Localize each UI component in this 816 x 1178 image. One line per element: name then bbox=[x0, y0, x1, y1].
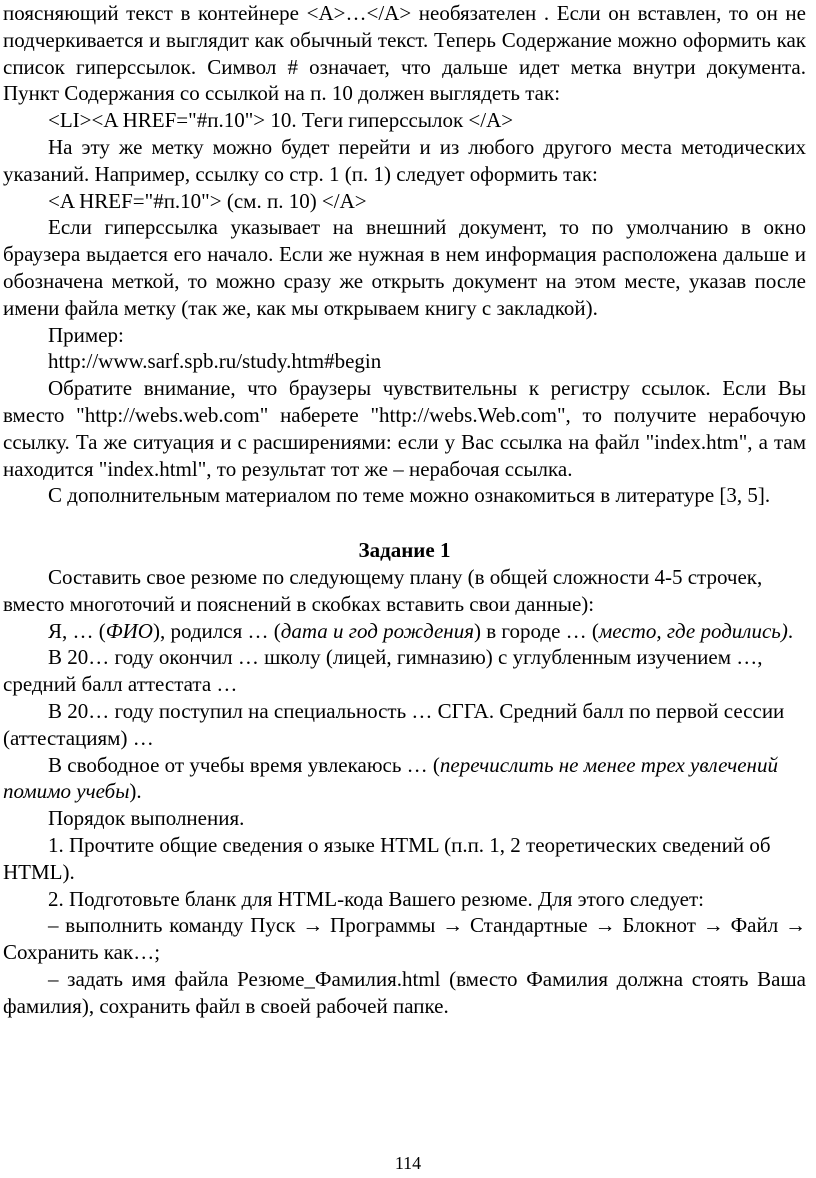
paragraph-literature: С дополнительным материалом по теме можно ознакомиться в литературе [3, 5]. bbox=[48, 483, 771, 508]
paragraph-same-anchor: На эту же метку можно будет перейти и из любого другого места методических указаний. Например, ссылку со стр. 1 (п. 1) следует оформить так: bbox=[3, 134, 806, 186]
example-label: Пример: bbox=[48, 322, 124, 347]
task-heading: Задание 1 bbox=[358, 538, 451, 563]
paragraph-anchor-text: поясняющий текст в контейнере <A>…</A> необязателен . Если он вставлен, то он не подчеркивается и выглядит как обычный текст. Теперь Содержание можно оформить как список гиперссылок. Символ # означает, что дальше идет метка внутри документа. Пункт Содержания со ссылкой на п. 10 должен выглядеть так: bbox=[3, 1, 806, 106]
resume-line-2: В 20… году окончил … школу (лицей, гимназию) с углубленным изучением …, средний балл аттестата … bbox=[3, 645, 763, 697]
resume-line-3: В 20… году поступил на специальность … СГГА. Средний балл по первой сессии (аттестациям) … bbox=[3, 698, 785, 750]
paragraph-case-sensitivity: Обратите внимание, что браузеры чувствительны к регистру ссылок. Если Вы вместо "http://webs.web.com" наберете "http://webs.Web.com", то получите нерабочую ссылку. Та же ситуация и с расширениями: если у Вас ссылка на файл "index.htm", а там находится "index.html", то результат тот же – нерабочая ссылка. bbox=[3, 376, 806, 481]
step-2: 2. Подготовьте бланк для HTML-кода Вашего резюме. Для этого следует: bbox=[48, 886, 705, 911]
page-number: 114 bbox=[394, 1153, 422, 1173]
step-2b: – задать имя файла Резюме_Фамилия.html (вместо Фамилия должна стоять Ваша фамилия), сохранить файл в своей рабочей папке. bbox=[3, 966, 806, 1018]
step-2a: – выполнить команду Пуск → Программы → Стандартные → Блокнот → Файл → Сохранить как…; bbox=[3, 913, 806, 965]
step-1: 1. Прочтите общие сведения о языке HTML (п.п. 1, 2 теоретических сведений об HTML). bbox=[3, 832, 771, 884]
code-example-link: <A HREF="#п.10"> (см. п. 10) </A> bbox=[48, 188, 367, 213]
task-intro: Составить свое резюме по следующему плану (в общей сложности 4-5 строчек, вместо многоточий и пояснений в скобках вставить свои данные): bbox=[3, 564, 763, 616]
paragraph-external-doc: Если гиперссылка указывает на внешний документ, то по умолчанию в окно браузера выдается его начало. Если же нужная в нем информация расположена дальше и обозначена меткой, то можно сразу же открыть документ на этом месте, указав после имени файла метку (так же, как мы открываем книгу с закладкой). bbox=[3, 215, 806, 320]
resume-line-4: В свободное от учебы время увлекаюсь … (перечислить не менее трех увлечений помимо учебы). bbox=[3, 752, 778, 804]
resume-line-1: Я, … (ФИО), родился … (дата и год рождения) в городе … (место, где родились). bbox=[48, 618, 794, 643]
example-url: http://www.sarf.spb.ru/study.htm#begin bbox=[48, 349, 382, 374]
code-example-li: <LI><A HREF="#п.10"> 10. Теги гиперссылок </A> bbox=[48, 108, 514, 133]
order-title: Порядок выполнения. bbox=[48, 806, 245, 831]
